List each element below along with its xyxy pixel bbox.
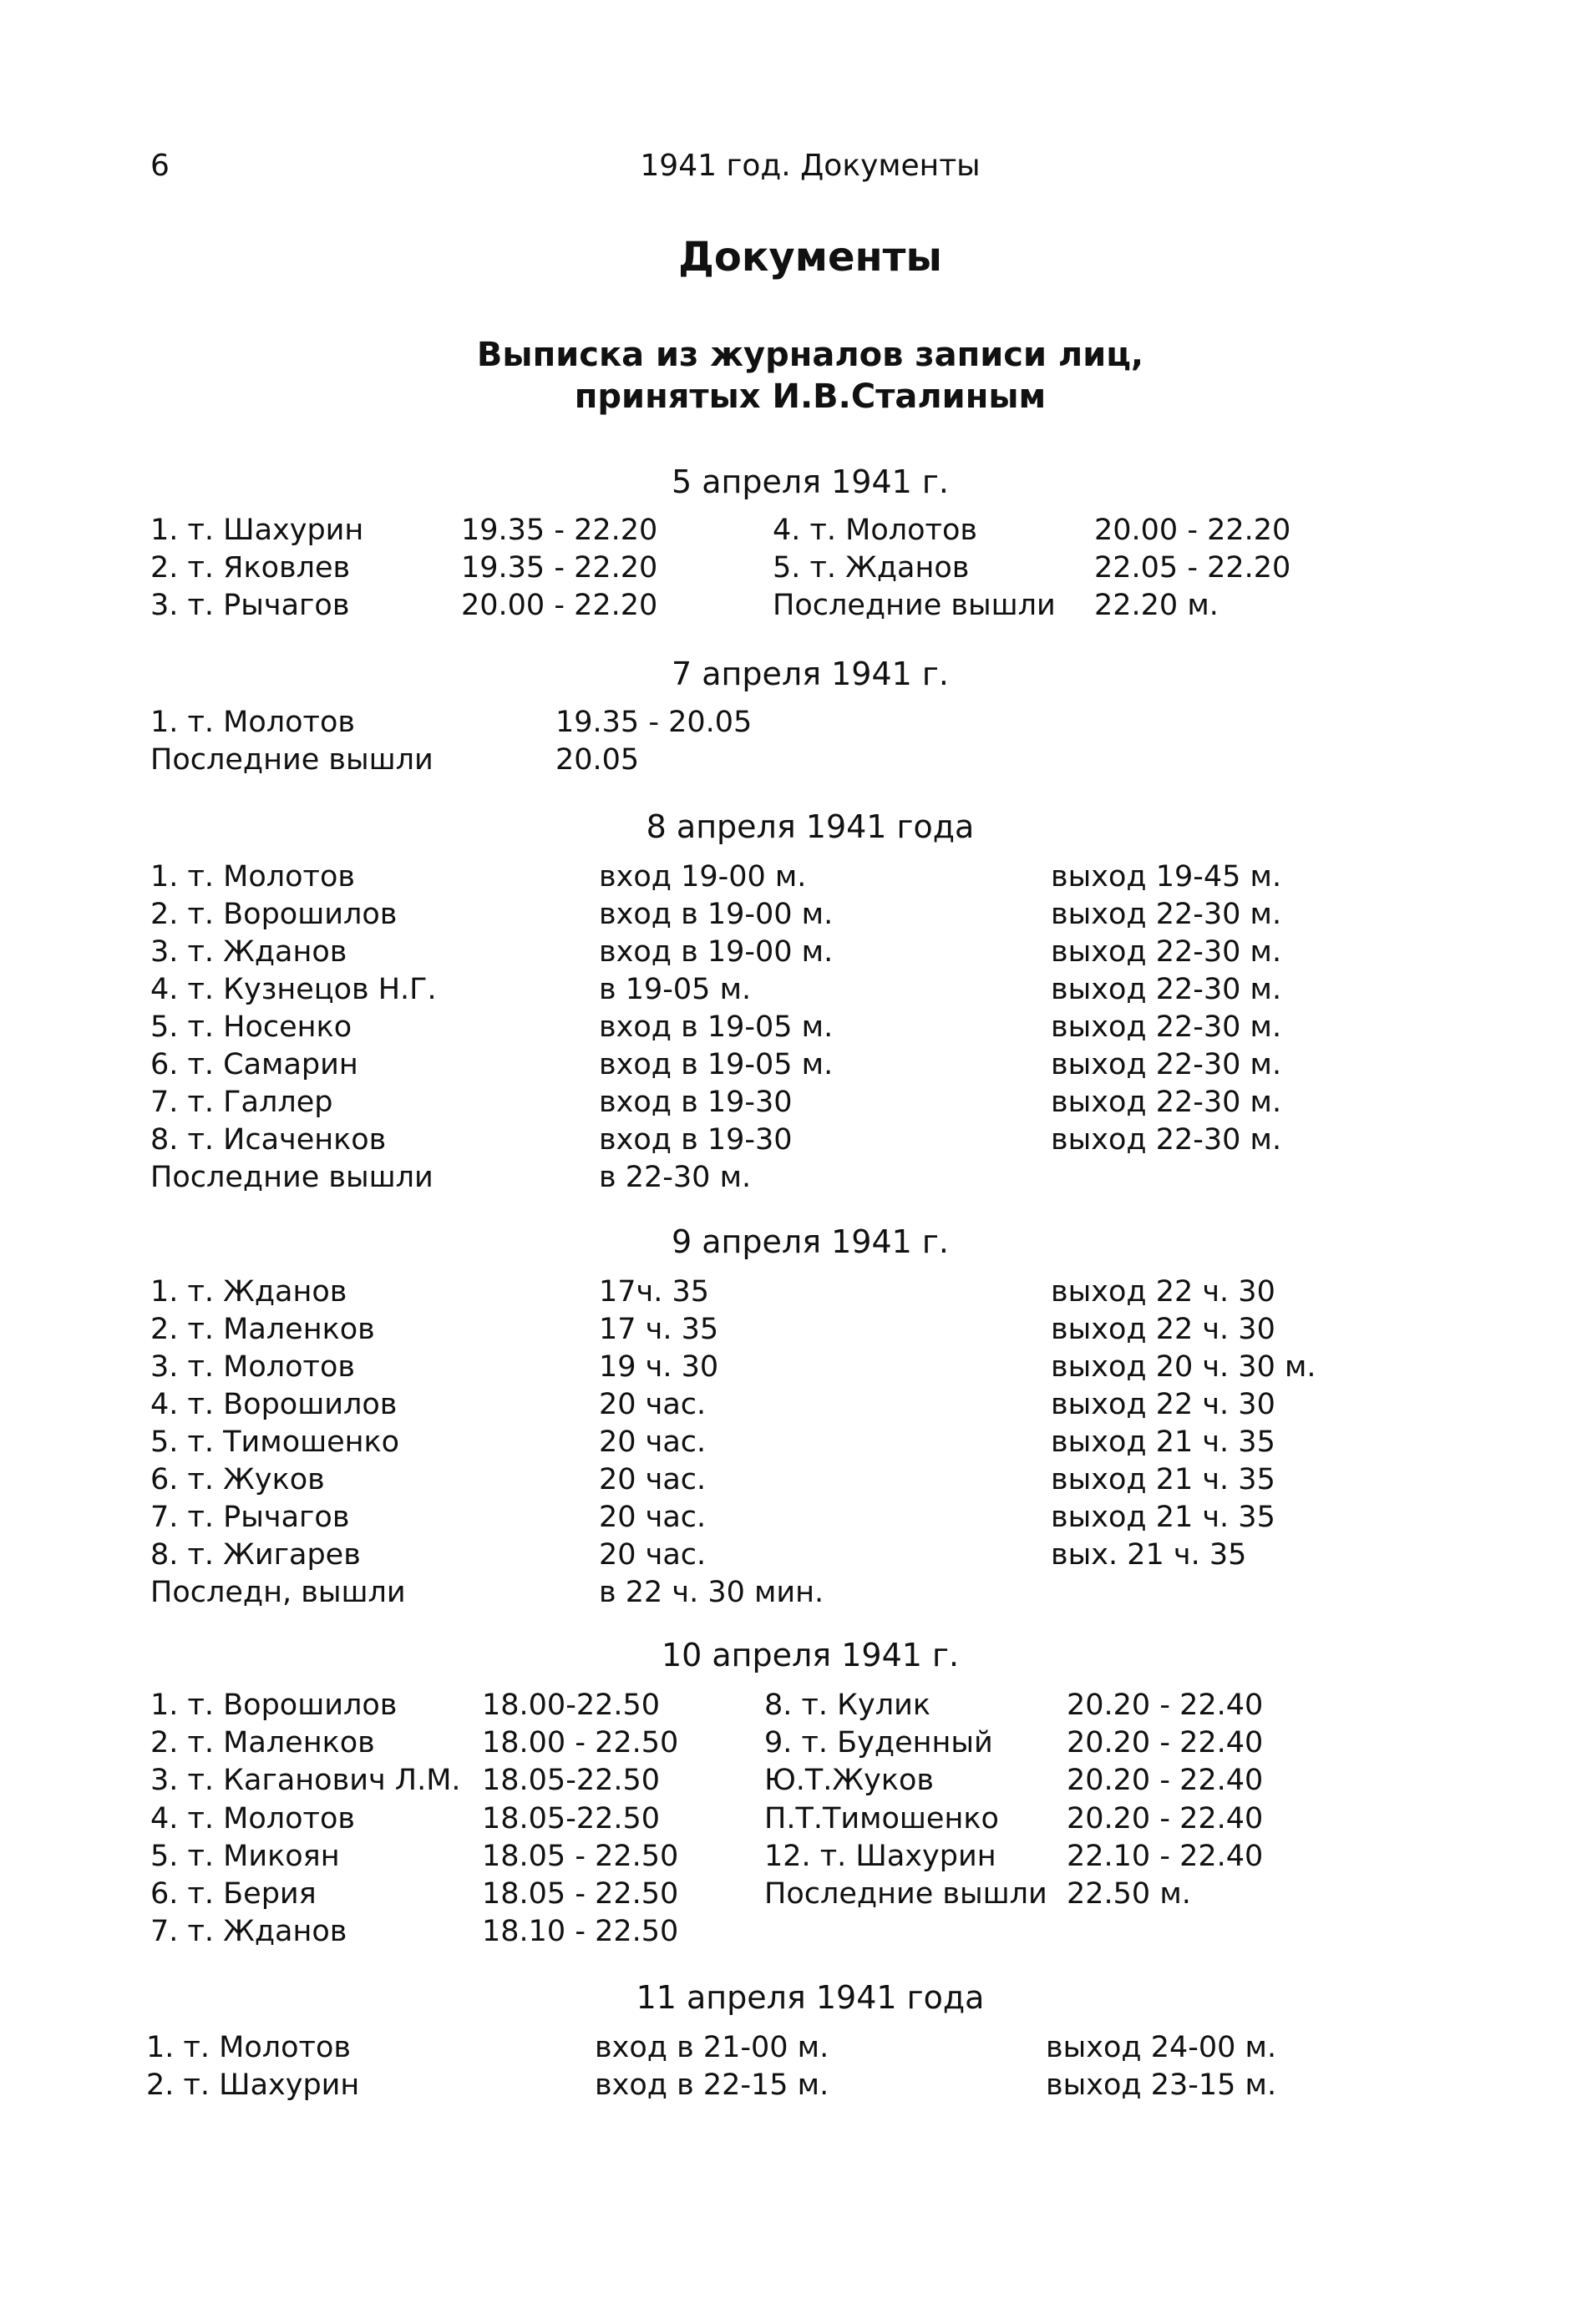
log-entry-cell: выход 22-30 м. xyxy=(1051,973,1282,1006)
log-entry-cell: выход 22-30 м. xyxy=(1051,935,1282,969)
log-entry-cell: выход 22 ч. 30 xyxy=(1051,1388,1275,1421)
log-entry-row xyxy=(0,1689,1587,1727)
log-entry-row xyxy=(0,743,1587,782)
log-entry-cell: 20.20 - 22.40 xyxy=(1067,1726,1264,1760)
log-entry-cell: выход 22 ч. 30 xyxy=(1051,1275,1275,1309)
log-entry-cell: вход в 19-00 м. xyxy=(599,935,834,969)
page-number: 6 xyxy=(150,149,170,183)
log-entry-cell: 18.05 - 22.50 xyxy=(482,1839,679,1873)
log-entry-cell: вход в 19-30 xyxy=(599,1086,793,1119)
log-entry-cell: 18.05-22.50 xyxy=(482,1801,661,1835)
log-entry-cell: 18.00 - 22.50 xyxy=(482,1726,679,1760)
log-entry-row xyxy=(0,1576,1587,1614)
log-entry-cell: 1. т. Молотов xyxy=(146,2031,351,2064)
log-entry-cell: выход 23-15 м. xyxy=(1046,2068,1277,2102)
log-entry-cell: 8. т. Кулик xyxy=(764,1689,930,1722)
log-entry-cell: выход 24-00 м. xyxy=(1046,2031,1277,2064)
log-entry-cell: 8. т. Исаченков xyxy=(150,1123,387,1157)
date-heading: 8 апреля 1941 года xyxy=(646,808,975,845)
log-entry-cell: 18.00-22.50 xyxy=(482,1689,661,1722)
log-entry-cell: вход 19-00 м. xyxy=(599,860,807,894)
log-entry-row xyxy=(0,1877,1587,1916)
running-head xyxy=(0,149,1587,190)
document-title: Документы xyxy=(678,234,942,281)
log-entry-row xyxy=(0,1123,1587,1162)
log-entry-cell: 20.00 - 22.20 xyxy=(1094,514,1291,547)
log-entry-cell: Последн, вышли xyxy=(150,1576,406,1609)
log-entry-row xyxy=(0,1388,1587,1426)
log-entry-cell: 18.10 - 22.50 xyxy=(482,1915,679,1949)
log-entry-cell: Последние вышли xyxy=(773,589,1056,622)
log-entry-cell: 12. т. Шахурин xyxy=(764,1839,996,1873)
log-entry-cell: 5. т. Жданов xyxy=(773,551,970,585)
log-entry-cell: 19 ч. 30 xyxy=(599,1350,719,1384)
log-entry-row xyxy=(0,898,1587,936)
date-heading: 10 апреля 1941 г. xyxy=(661,1637,960,1673)
log-entry-row xyxy=(0,935,1587,974)
log-entry-cell: 3. т. Жданов xyxy=(150,935,347,969)
log-entry-cell: Последние вышли xyxy=(764,1877,1047,1911)
log-entry-cell: 4. т. Молотов xyxy=(150,1801,355,1835)
log-entry-cell: в 22-30 м. xyxy=(599,1161,752,1194)
log-entry-row xyxy=(0,973,1587,1011)
log-entry-row xyxy=(0,1501,1587,1539)
log-entry-row xyxy=(0,514,1587,552)
log-entry-cell: выход 22-30 м. xyxy=(1051,1123,1282,1157)
log-entry-cell: 5. т. Микоян xyxy=(150,1839,340,1873)
log-entry-cell: 7. т. Галлер xyxy=(150,1086,333,1119)
log-entry-cell: 4. т. Кузнецов Н.Г. xyxy=(150,973,437,1006)
subtitle-line-2: принятых И.В.Сталиным xyxy=(574,377,1047,416)
log-entry-cell: выход 21 ч. 35 xyxy=(1051,1463,1275,1496)
log-entry-row xyxy=(0,1010,1587,1049)
log-entry-cell: 20.20 - 22.40 xyxy=(1067,1689,1264,1722)
log-entry-cell: 9. т. Буденный xyxy=(764,1726,993,1760)
log-entry-row xyxy=(0,1726,1587,1765)
log-entry-row xyxy=(0,1350,1587,1389)
log-entry-cell: 1. т. Молотов xyxy=(150,706,355,739)
log-entry-row xyxy=(0,1275,1587,1314)
date-heading: 7 апреля 1941 г. xyxy=(672,656,949,692)
log-entry-cell: 20.20 - 22.40 xyxy=(1067,1764,1264,1798)
log-entry-cell: 3. т. Рычагов xyxy=(150,589,350,622)
log-entry-cell: вход в 19-05 м. xyxy=(599,1010,834,1044)
log-entry-row xyxy=(0,860,1587,899)
log-entry-cell: 18.05 - 22.50 xyxy=(482,1877,679,1911)
log-entry-cell: вход в 21-00 м. xyxy=(595,2031,829,2064)
log-entry-row xyxy=(0,2068,1587,2107)
log-entry-row xyxy=(0,1915,1587,1953)
log-entry-cell: 4. т. Молотов xyxy=(773,514,977,547)
log-entry-cell: выход 22-30 м. xyxy=(1051,1048,1282,1081)
log-entry-cell: 6. т. Берия xyxy=(150,1877,317,1911)
log-entry-cell: 20.00 - 22.20 xyxy=(461,589,658,622)
log-entry-cell: 20 час. xyxy=(599,1425,707,1459)
log-entry-cell: 18.05-22.50 xyxy=(482,1764,661,1798)
log-entry-cell: 3. т. Каганович Л.М. xyxy=(150,1764,461,1798)
log-entry-cell: 1. т. Жданов xyxy=(150,1275,347,1309)
log-entry-row xyxy=(0,551,1587,590)
log-entry-cell: 20.20 - 22.40 xyxy=(1067,1801,1264,1835)
log-entry-row xyxy=(0,1538,1587,1577)
log-entry-cell: 22.10 - 22.40 xyxy=(1067,1839,1264,1873)
log-entry-cell: П.Т.Тимошенко xyxy=(764,1801,999,1835)
log-entry-cell: выход 22-30 м. xyxy=(1051,898,1282,931)
log-entry-cell: 3. т. Молотов xyxy=(150,1350,355,1384)
log-entry-cell: выход 22 ч. 30 xyxy=(1051,1313,1275,1346)
log-entry-row xyxy=(0,1463,1587,1501)
log-entry-cell: 1. т. Ворошилов xyxy=(150,1689,398,1722)
log-entry-row xyxy=(0,1840,1587,1878)
log-entry-cell: выход 21 ч. 35 xyxy=(1051,1501,1275,1534)
log-entry-cell: выход 22-30 м. xyxy=(1051,1010,1282,1044)
log-entry-row xyxy=(0,1048,1587,1086)
log-entry-row xyxy=(0,1802,1587,1840)
log-entry-cell: 20 час. xyxy=(599,1538,707,1572)
log-entry-cell: 20 час. xyxy=(599,1501,707,1534)
log-entry-cell: Последние вышли xyxy=(150,1161,434,1194)
log-entry-cell: 2. т. Шахурин xyxy=(146,2068,360,2102)
log-entry-cell: 19.35 - 22.20 xyxy=(461,551,658,585)
log-entry-cell: вход в 19-00 м. xyxy=(599,898,834,931)
log-entry-cell: в 19-05 м. xyxy=(599,973,752,1006)
date-heading: 9 апреля 1941 г. xyxy=(672,1223,949,1260)
log-entry-row xyxy=(0,1313,1587,1351)
log-entry-cell: 6. т. Жуков xyxy=(150,1463,325,1496)
log-entry-cell: вход в 19-30 xyxy=(599,1123,793,1157)
log-entry-cell: вход в 22-15 м. xyxy=(595,2068,829,2102)
log-entry-cell: 1. т. Молотов xyxy=(150,860,355,894)
log-entry-cell: 7. т. Рычагов xyxy=(150,1501,350,1534)
log-entry-cell: 19.35 - 20.05 xyxy=(555,706,753,739)
log-entry-cell: 1. т. Шахурин xyxy=(150,514,364,547)
log-entry-cell: 20.05 xyxy=(555,743,640,777)
log-entry-cell: 22.05 - 22.20 xyxy=(1094,551,1291,585)
log-entry-cell: 4. т. Ворошилов xyxy=(150,1388,398,1421)
log-entry-cell: Ю.Т.Жуков xyxy=(764,1764,935,1798)
log-entry-row xyxy=(0,1425,1587,1464)
log-entry-cell: 17 ч. 35 xyxy=(599,1313,719,1346)
log-entry-cell: 5. т. Носенко xyxy=(150,1010,352,1044)
document-subtitle xyxy=(0,334,1587,418)
log-entry-row xyxy=(0,589,1587,627)
subtitle-line-1: Выписка из журналов записи лиц, xyxy=(476,336,1144,374)
log-entry-cell: 8. т. Жигарев xyxy=(150,1538,361,1572)
running-title: 1941 год. Документы xyxy=(640,149,981,183)
log-entry-row xyxy=(0,1086,1587,1124)
log-entry-cell: 20 час. xyxy=(599,1463,707,1496)
log-entry-row xyxy=(0,1161,1587,1199)
date-heading: 11 апреля 1941 года xyxy=(636,1979,985,2016)
log-entry-cell: 2. т. Маленков xyxy=(150,1726,375,1760)
log-entry-cell: 17ч. 35 xyxy=(599,1275,710,1309)
log-entry-cell: выход 20 ч. 30 м. xyxy=(1051,1350,1316,1384)
log-entry-cell: в 22 ч. 30 мин. xyxy=(599,1576,824,1609)
log-entry-cell: 2. т. Маленков xyxy=(150,1313,375,1346)
log-entry-cell: 2. т. Яковлев xyxy=(150,551,351,585)
log-entry-row xyxy=(0,2031,1587,2069)
log-entry-row xyxy=(0,1764,1587,1802)
log-entry-cell: 7. т. Жданов xyxy=(150,1915,347,1949)
log-entry-cell: 2. т. Ворошилов xyxy=(150,898,398,931)
log-entry-cell: 6. т. Самарин xyxy=(150,1048,358,1081)
log-entry-cell: 22.50 м. xyxy=(1067,1877,1191,1911)
log-entry-cell: выход 22-30 м. xyxy=(1051,1086,1282,1119)
date-heading: 5 апреля 1941 г. xyxy=(672,463,949,500)
log-entry-cell: выход 19-45 м. xyxy=(1051,860,1282,894)
log-entry-cell: 20 час. xyxy=(599,1388,707,1421)
log-entry-row xyxy=(0,706,1587,744)
log-entry-cell: вых. 21 ч. 35 xyxy=(1051,1538,1247,1572)
log-entry-cell: Последние вышли xyxy=(150,743,434,777)
log-entry-cell: вход в 19-05 м. xyxy=(599,1048,834,1081)
log-entry-cell: выход 21 ч. 35 xyxy=(1051,1425,1275,1459)
log-entry-cell: 22.20 м. xyxy=(1094,589,1219,622)
log-entry-cell: 19.35 - 22.20 xyxy=(461,514,658,547)
log-entry-cell: 5. т. Тимошенко xyxy=(150,1425,400,1459)
